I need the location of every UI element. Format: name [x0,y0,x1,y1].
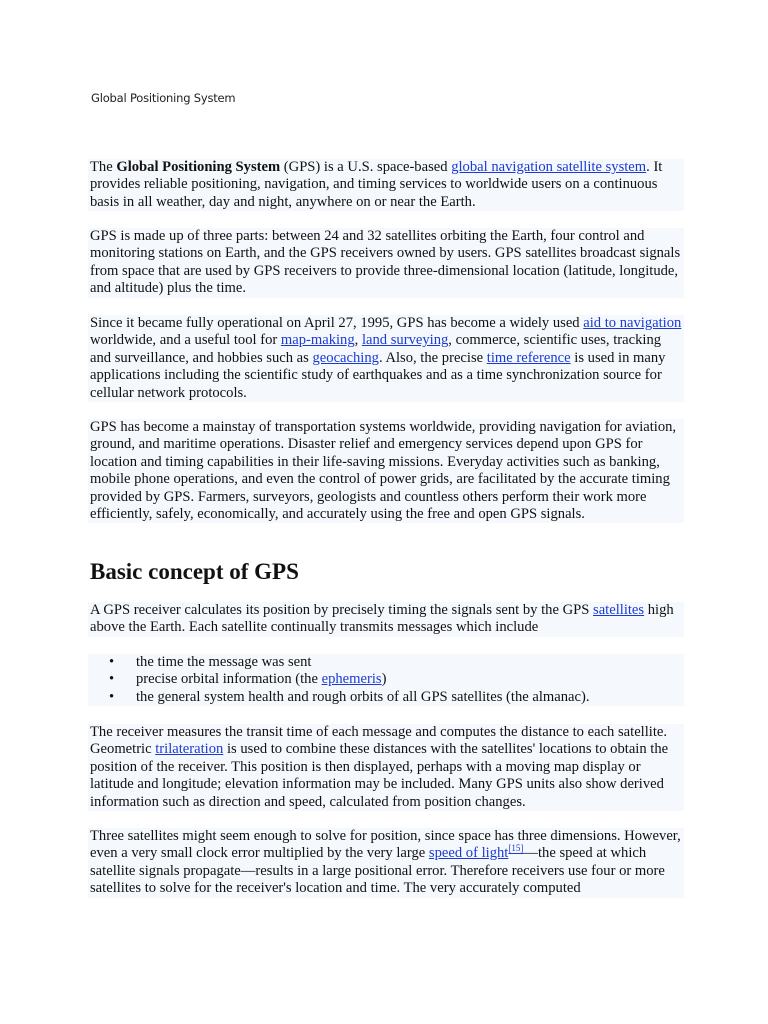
link-time-reference[interactable]: time reference [486,349,571,366]
bold-term: Global Positioning System [116,159,281,175]
text-run: . Also, the precise [378,349,487,366]
list-item [136,689,682,706]
section-heading: Basic concept of GPS [90,559,299,584]
bullet-list [90,654,682,706]
text-run: worldwide, and a useful tool for [90,332,281,349]
link-satellites[interactable]: satellites [593,602,645,618]
text-run: Since it became fully operational on April 27, 1995, GPS has become a widely used [90,315,584,331]
link-aid-to-navigation[interactable]: aid to navigation [583,315,682,331]
link-speed-of-light[interactable]: speed of light [428,845,509,862]
link-land-surveying[interactable]: land surveying [361,332,449,349]
paragraph-transit-time [88,724,684,811]
paragraph-operational [88,315,684,402]
text-run: is used to combine these distances with the satellites' locations to obtain the position of the receiver. This position is then displayed, perhaps with a moving map display or latitude and longitude; elevation information may be included. Many GPS units also show derived information such as direction and speed, calculated from position changes. [90,741,669,810]
bullet-list-block [88,654,684,706]
link-geocaching[interactable]: geocaching [312,349,379,366]
paragraph-receiver-calc [88,602,684,637]
reference-link[interactable]: [15] [508,843,524,854]
paragraph-text: GPS has become a mainstay of transportation systems worldwide, providing navigation for aviation, ground, and maritime operations. Disaster relief and emergency services depend upon GPS for location and timing capabilities in their life-saving missions. Everyday activities such as banking, mobile phone operations, and even the control of power grids, are facilitated by the accurate timing provided by GPS. Farmers, surveyors, geologists and countless others perform their work more efficiently, safely, economically, and accurately using the free and open GPS signals. [90,419,677,523]
list-item-text: the general system health and rough orbits of all GPS satellites (the almanac). [136,688,590,705]
text-run: high above the Earth. Each satellite continually transmits messages which include [90,602,674,636]
document-title: Global Positioning System [91,91,236,105]
text-run: Three satellites might seem enough to solve for position, since space has three dimensions. However, even a very small clock error multiplied by the very large [90,828,681,862]
text-run: (GPS) is a U.S. space-based [280,159,452,175]
list-item-text: the time the message was sent [136,654,312,670]
text-run: The receiver measures the transit time of each message and computes the distance to each satellite. Geometric [90,724,668,758]
paragraph-intro [88,159,684,211]
link-global-navigation-satellite-system[interactable]: global navigation satellite system [451,159,647,175]
paragraph-mainstay [88,419,684,523]
text-run: , commerce, scientific uses, tracking and surveillance, and hobbies such as [90,332,662,366]
list-item-text: ) [381,671,387,688]
list-item-text: precise orbital information (the [136,671,322,688]
text-run: —the speed at which satellite signals propagate—results in a large positional error. Therefore receivers use four or more satellites to solve for the receiver's location and time. The very accurately computed [90,845,665,897]
list-item [136,671,682,688]
link-map-making[interactable]: map-making [280,332,355,349]
paragraph-three-parts [88,228,684,298]
text-run: is used in many applications including the scientific study of earthquakes and as a time synchronization source for cellular network protocols. [90,349,666,401]
text-run: . It provides reliable positioning, navigation, and timing services to worldwide users on a continuous basis in all weather, day and night, anywhere on or near the Earth. [90,159,663,210]
text-run: A GPS receiver calculates its position by precisely timing the signals sent by the GPS [90,602,594,618]
link-trilateration[interactable]: trilateration [155,741,224,758]
paragraph-three-satellites [88,828,684,898]
link-ephemeris[interactable]: ephemeris [321,671,382,688]
list-item [136,654,682,671]
text-run: , [354,332,362,349]
paragraph-text: GPS is made up of three parts: between 24 and 32 satellites orbiting the Earth, four control and monitoring stations on Earth, and the GPS receivers owned by users. GPS satellites broadcast signals from space that are used by GPS receivers to provide three-dimensional location (latitude, longitude, and altitude) plus the time. [90,228,681,297]
text-run: The [90,159,117,175]
